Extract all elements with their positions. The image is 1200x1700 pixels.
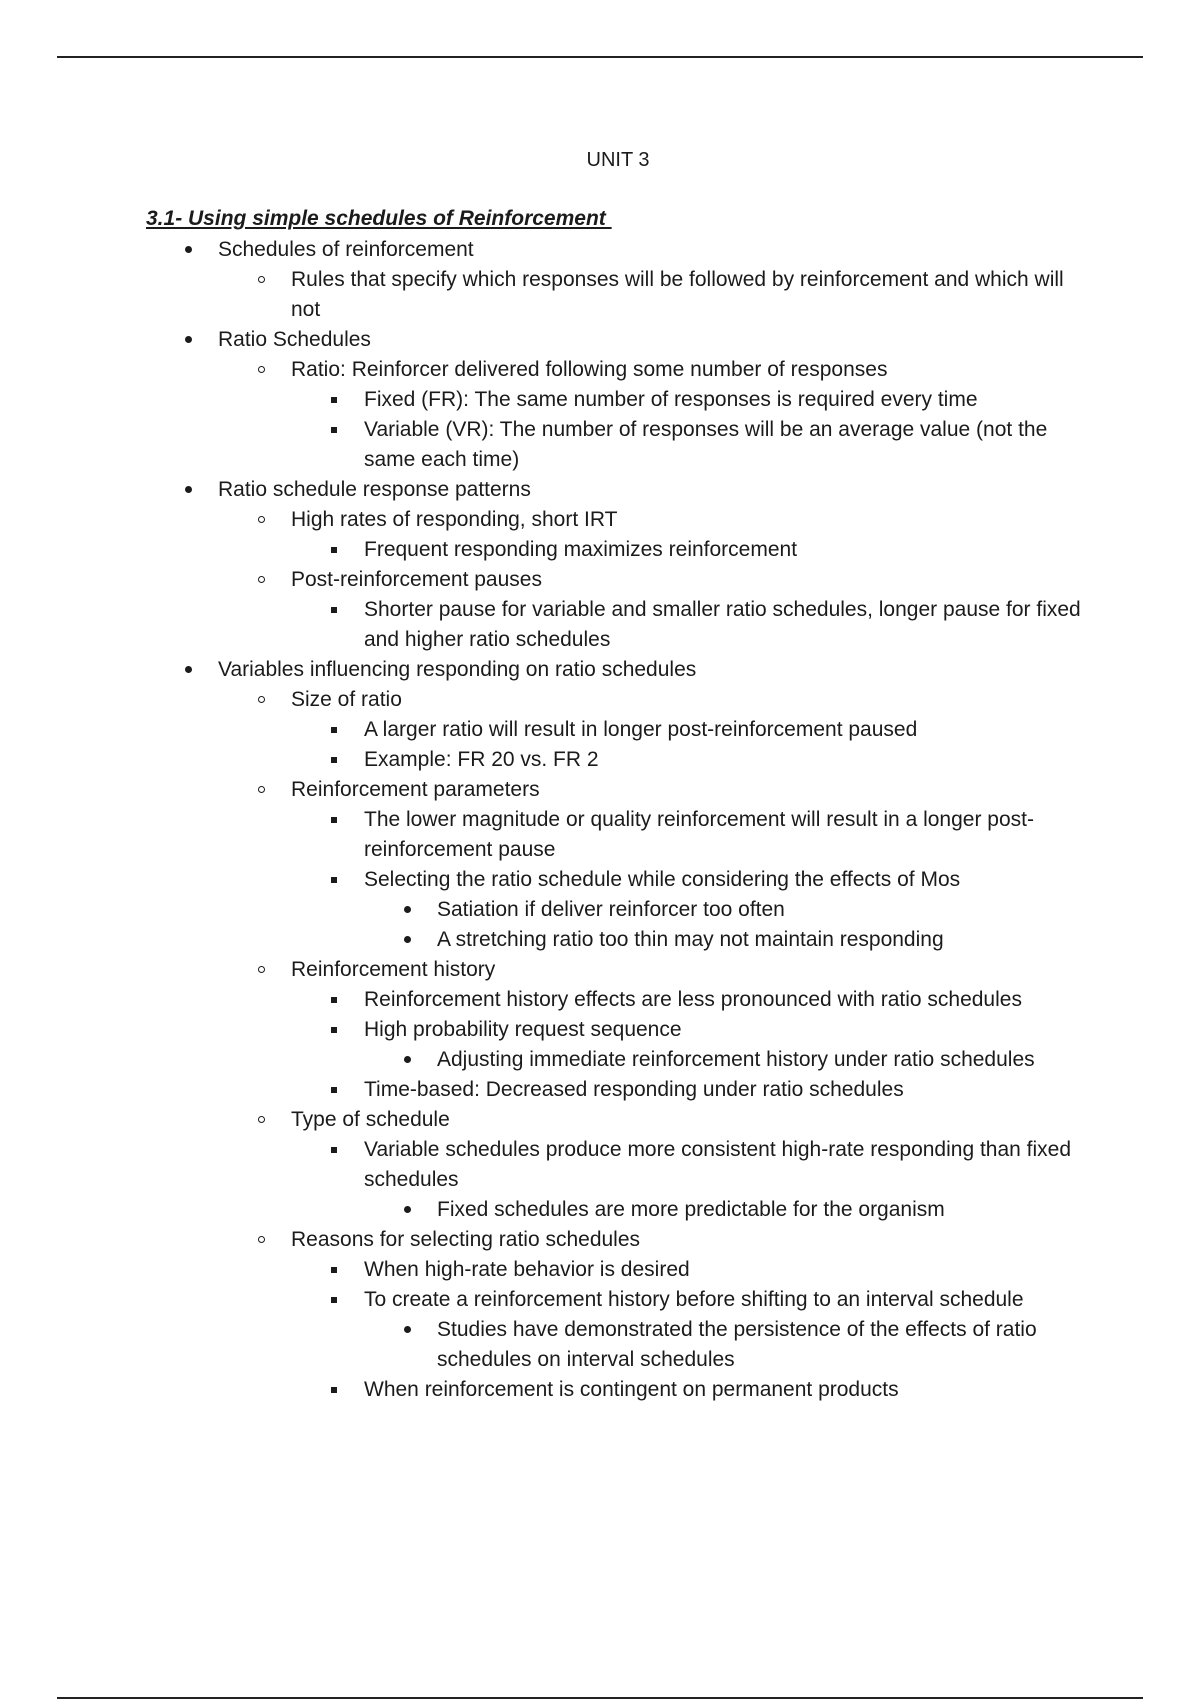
outline-item-text: Example: FR 20 vs. FR 2 bbox=[364, 748, 599, 771]
bullet-circle-icon bbox=[251, 355, 271, 385]
outline-item-text: When reinforcement is contingent on permanent products bbox=[364, 1378, 899, 1401]
outline-item-level-3 bbox=[0, 1285, 1088, 1315]
outline-item-text: When high-rate behavior is desired bbox=[364, 1258, 690, 1281]
bullet-square-icon bbox=[324, 1375, 344, 1405]
outline-item-level-3 bbox=[0, 745, 1088, 775]
outline-item-text: A larger ratio will result in longer post-reinforcement paused bbox=[364, 718, 918, 741]
bullet-square-icon bbox=[324, 535, 344, 565]
outline-item-level-2 bbox=[0, 1225, 1088, 1255]
outline-item-text: Variables influencing responding on ratio schedules bbox=[218, 658, 697, 681]
outline-item-level-4 bbox=[0, 1195, 1088, 1225]
bullet-circle-icon bbox=[251, 565, 271, 595]
bullet-disc-icon bbox=[178, 235, 198, 265]
bullet-disc-icon bbox=[178, 655, 198, 685]
outline-item-text: Studies have demonstrated the persistence of the effects of ratio schedules on interval schedules bbox=[437, 1318, 1037, 1371]
outline-item-text: Fixed schedules are more predictable for the organism bbox=[437, 1198, 945, 1221]
bullet-disc-icon bbox=[397, 925, 417, 955]
outline-item-text: Variable (VR): The number of responses will be an average value (not the same each time) bbox=[364, 418, 1048, 471]
outline-item-text: High rates of responding, short IRT bbox=[291, 508, 618, 531]
outline-item-text: Rules that specify which responses will be followed by reinforcement and which will not bbox=[291, 268, 1064, 321]
bullet-circle-icon bbox=[251, 265, 271, 295]
outline-item-level-3 bbox=[0, 1135, 1088, 1195]
page-title: UNIT 3 bbox=[586, 149, 650, 171]
bullet-square-icon bbox=[324, 385, 344, 415]
outline-item-text: High probability request sequence bbox=[364, 1018, 682, 1041]
outline-item-level-4 bbox=[0, 925, 1088, 955]
bullet-square-icon bbox=[324, 1135, 344, 1165]
outline-item-level-1 bbox=[0, 655, 1088, 685]
bullet-square-icon bbox=[324, 1255, 344, 1285]
outline-item-text: Variable schedules produce more consistent high-rate responding than fixed schedules bbox=[364, 1138, 1072, 1191]
outline-item-text: Ratio Schedules bbox=[218, 328, 371, 351]
outline-item-level-2 bbox=[0, 1105, 1088, 1135]
outline-item-level-2 bbox=[0, 505, 1088, 535]
outline-item-text: Size of ratio bbox=[291, 688, 402, 711]
outline-item-level-2 bbox=[0, 955, 1088, 985]
bullet-circle-icon bbox=[251, 1105, 271, 1135]
bullet-square-icon bbox=[324, 865, 344, 895]
outline-item-text: A stretching ratio too thin may not maintain responding bbox=[437, 928, 944, 951]
outline-item-level-1 bbox=[0, 325, 1088, 355]
outline-item-level-4 bbox=[0, 1315, 1088, 1375]
outline-item-level-2 bbox=[0, 775, 1088, 805]
outline-item-text: Type of schedule bbox=[291, 1108, 450, 1131]
bullet-square-icon bbox=[324, 715, 344, 745]
bullet-circle-icon bbox=[251, 955, 271, 985]
outline-item-text: Fixed (FR): The same number of responses is required every time bbox=[364, 388, 978, 411]
header-rule bbox=[57, 56, 1143, 58]
bullet-disc-icon bbox=[397, 895, 417, 925]
outline-item-text: Satiation if deliver reinforcer too often bbox=[437, 898, 785, 921]
outline-item-text: Time-based: Decreased responding under ratio schedules bbox=[364, 1078, 904, 1101]
outline-item-text: The lower magnitude or quality reinforcement will result in a longer post-reinforcement pause bbox=[364, 808, 1034, 861]
bullet-square-icon bbox=[324, 805, 344, 835]
outline-item-level-3 bbox=[0, 865, 1088, 895]
bullet-square-icon bbox=[324, 415, 344, 445]
outline-item-level-3 bbox=[0, 1255, 1088, 1285]
outline-item-text: Frequent responding maximizes reinforcement bbox=[364, 538, 798, 561]
outline-item-text: Adjusting immediate reinforcement history under ratio schedules bbox=[437, 1048, 1035, 1071]
outline-item-level-3 bbox=[0, 805, 1088, 865]
outline-item-text: Reinforcement parameters bbox=[291, 778, 540, 801]
outline-item-text: Schedules of reinforcement bbox=[218, 238, 474, 261]
outline-item-level-3 bbox=[0, 415, 1088, 475]
outline-item-text: Reasons for selecting ratio schedules bbox=[291, 1228, 641, 1251]
outline-item-text: Reinforcement history bbox=[291, 958, 496, 981]
bullet-square-icon bbox=[324, 1285, 344, 1315]
outline-list bbox=[0, 235, 1200, 1405]
outline-item-level-3 bbox=[0, 1375, 1088, 1405]
outline-item-level-3 bbox=[0, 985, 1088, 1015]
bullet-square-icon bbox=[324, 745, 344, 775]
outline-item-level-1 bbox=[0, 235, 1088, 265]
bullet-circle-icon bbox=[251, 685, 271, 715]
outline-item-level-2 bbox=[0, 565, 1088, 595]
bullet-square-icon bbox=[324, 595, 344, 625]
footer-rule bbox=[57, 1697, 1143, 1699]
outline-item-level-3 bbox=[0, 595, 1088, 655]
outline-item-text: Post-reinforcement pauses bbox=[291, 568, 542, 591]
outline-item-text: Ratio: Reinforcer delivered following some number of responses bbox=[291, 358, 888, 381]
bullet-square-icon bbox=[324, 985, 344, 1015]
outline-item-level-4 bbox=[0, 895, 1088, 925]
outline-item-level-4 bbox=[0, 1045, 1088, 1075]
outline-item-text: To create a reinforcement history before shifting to an interval schedule bbox=[364, 1288, 1024, 1311]
outline-item-level-3 bbox=[0, 535, 1088, 565]
bullet-disc-icon bbox=[397, 1195, 417, 1225]
bullet-square-icon bbox=[324, 1075, 344, 1105]
outline-item-level-3 bbox=[0, 1015, 1088, 1045]
bullet-square-icon bbox=[324, 1015, 344, 1045]
outline-item-level-1 bbox=[0, 475, 1088, 505]
outline-item-level-2 bbox=[0, 685, 1088, 715]
outline-item-text: Selecting the ratio schedule while considering the effects of Mos bbox=[364, 868, 961, 891]
bullet-disc-icon bbox=[178, 475, 198, 505]
outline-item-level-2 bbox=[0, 265, 1088, 325]
outline-item-text: Shorter pause for variable and smaller ratio schedules, longer pause for fixed and higher ratio schedules bbox=[364, 598, 1081, 651]
outline-item-level-3 bbox=[0, 715, 1088, 745]
bullet-circle-icon bbox=[251, 505, 271, 535]
bullet-disc-icon bbox=[397, 1045, 417, 1075]
outline-item-level-3 bbox=[0, 385, 1088, 415]
outline-item-text: Ratio schedule response patterns bbox=[218, 478, 531, 501]
outline-item-level-2 bbox=[0, 355, 1088, 385]
bullet-circle-icon bbox=[251, 1225, 271, 1255]
section-heading: 3.1- Using simple schedules of Reinforcement bbox=[146, 207, 612, 230]
bullet-disc-icon bbox=[178, 325, 198, 355]
outline-item-text: Reinforcement history effects are less pronounced with ratio schedules bbox=[364, 988, 1022, 1011]
bullet-circle-icon bbox=[251, 775, 271, 805]
outline-item-level-3 bbox=[0, 1075, 1088, 1105]
bullet-disc-icon bbox=[397, 1315, 417, 1345]
